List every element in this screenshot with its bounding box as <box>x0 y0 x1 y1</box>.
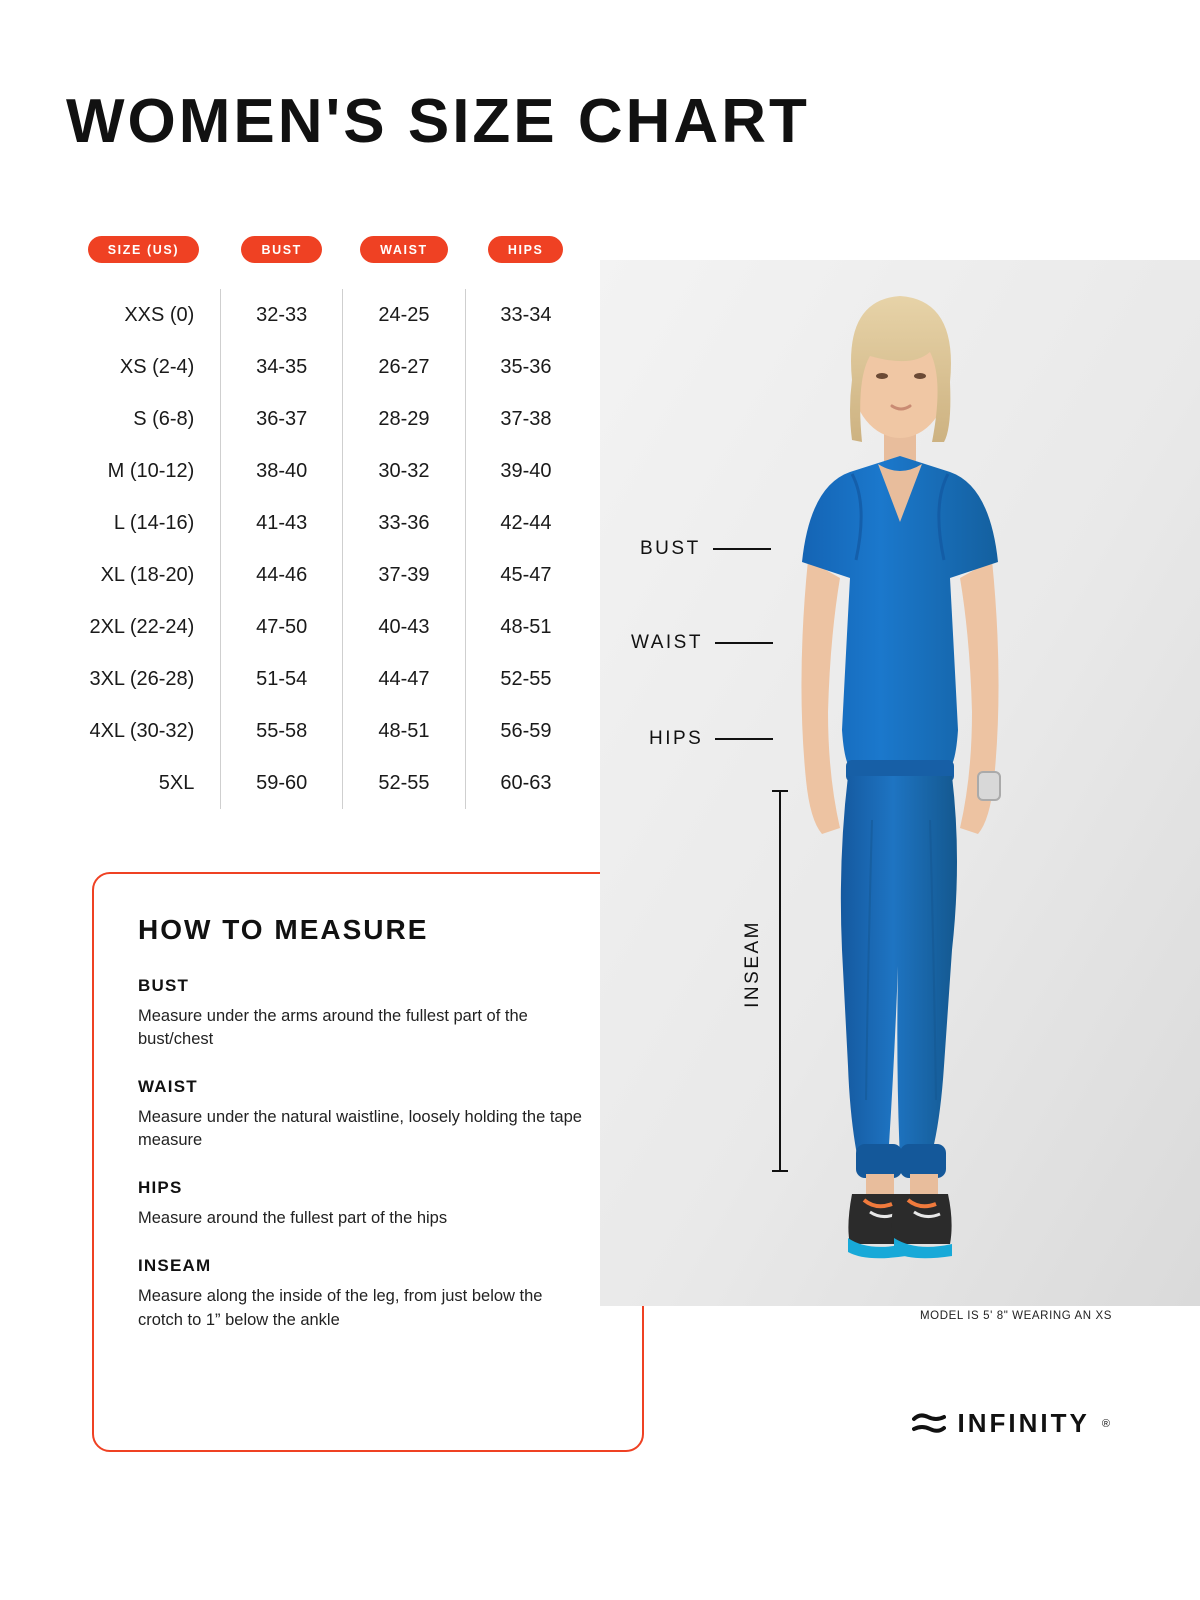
cell-bust: 59-60 <box>221 757 343 809</box>
table-row <box>66 549 586 601</box>
table-row <box>66 289 586 341</box>
table-row <box>66 757 586 809</box>
cell-size: L (14-16) <box>113 511 195 534</box>
cell-waist: 33-36 <box>343 497 466 549</box>
callout-waist <box>631 632 773 654</box>
how-to-measure-heading: HOW TO MEASURE <box>138 914 429 945</box>
cell-waist: 28-29 <box>343 393 466 445</box>
cell-bust: 51-54 <box>221 653 343 705</box>
header-pill-hips: HIPS <box>488 236 564 263</box>
table-header-size <box>66 236 221 289</box>
table-row <box>66 445 586 497</box>
cell-bust: 38-40 <box>221 445 343 497</box>
size-table <box>66 236 586 809</box>
cell-hips: 33-34 <box>465 289 586 341</box>
cell-waist: 37-39 <box>343 549 466 601</box>
table-row <box>66 393 586 445</box>
cell-size: 3XL (26-28) <box>89 667 195 690</box>
callout-waist-leader-line <box>715 642 773 644</box>
measure-term-hips: HIPS <box>138 1178 183 1198</box>
callout-bust-leader-line <box>713 548 771 550</box>
infinity-mark-icon <box>912 1411 946 1437</box>
table-row <box>66 341 586 393</box>
brand-registered-mark: ® <box>1101 1417 1110 1430</box>
model-photo <box>600 260 1200 1306</box>
cell-hips: 42-44 <box>465 497 586 549</box>
cell-size: S (6-8) <box>133 407 195 430</box>
cell-waist: 24-25 <box>343 289 466 341</box>
header-pill-size: SIZE (US) <box>88 236 199 263</box>
measure-term-inseam: INSEAM <box>138 1256 212 1276</box>
table-row <box>66 601 586 653</box>
header-pill-waist: WAIST <box>360 236 448 263</box>
measure-desc-waist: Measure under the natural waistline, loosely holding the tape measure <box>138 1108 582 1150</box>
callout-waist-label: WAIST <box>631 632 703 653</box>
callout-hips <box>649 728 773 750</box>
cell-waist: 40-43 <box>343 601 466 653</box>
cell-bust: 55-58 <box>221 705 343 757</box>
header-pill-bust: BUST <box>241 236 321 263</box>
cell-bust: 41-43 <box>221 497 343 549</box>
model-illustration <box>600 260 1200 1306</box>
cell-bust: 47-50 <box>221 601 343 653</box>
callout-bust <box>640 538 771 560</box>
model-note: MODEL IS 5' 8" WEARING AN XS <box>919 1310 1112 1322</box>
cell-bust: 32-33 <box>221 289 343 341</box>
cell-hips: 35-36 <box>465 341 586 393</box>
callout-bust-label: BUST <box>640 538 701 559</box>
measure-desc-inseam: Measure along the inside of the leg, from just below the crotch to 1” below the ankle <box>138 1287 543 1329</box>
cell-size: XXS (0) <box>124 303 195 326</box>
cell-waist: 26-27 <box>343 341 466 393</box>
cell-hips: 39-40 <box>465 445 586 497</box>
table-row <box>66 705 586 757</box>
table-header-bust <box>221 236 343 289</box>
cell-hips: 45-47 <box>465 549 586 601</box>
page-title: WOMEN'S SIZE CHART <box>66 87 810 156</box>
measure-desc-bust: Measure under the arms around the fullest part of the bust/chest <box>138 1007 528 1049</box>
callout-hips-label: HIPS <box>649 728 704 749</box>
cell-hips: 37-38 <box>465 393 586 445</box>
table-header-waist <box>343 236 466 289</box>
measure-desc-hips: Measure around the fullest part of the hips <box>138 1209 448 1228</box>
table-header-hips <box>465 236 586 289</box>
cell-bust: 34-35 <box>221 341 343 393</box>
table-row <box>66 497 586 549</box>
table-header-row <box>66 236 586 289</box>
cell-waist: 52-55 <box>343 757 466 809</box>
table-row <box>66 653 586 705</box>
cell-size: XL (18-20) <box>100 563 195 586</box>
size-table-container <box>66 236 586 809</box>
cell-size: 2XL (22-24) <box>89 615 195 638</box>
callout-inseam-label: INSEAM <box>742 920 763 1008</box>
brand-name: INFINITY <box>957 1408 1090 1438</box>
cell-hips: 48-51 <box>465 601 586 653</box>
brand-logo <box>912 1408 1110 1439</box>
cell-size: 4XL (30-32) <box>89 719 195 742</box>
cell-size: XS (2-4) <box>119 355 195 378</box>
cell-waist: 30-32 <box>343 445 466 497</box>
cell-hips: 60-63 <box>465 757 586 809</box>
cell-size: 5XL <box>158 771 195 794</box>
measure-term-bust: BUST <box>138 976 190 995</box>
cell-hips: 56-59 <box>465 705 586 757</box>
callout-inseam-measure-line <box>779 790 781 1172</box>
cell-hips: 52-55 <box>465 653 586 705</box>
measure-term-waist: WAIST <box>138 1077 198 1097</box>
cell-size: M (10-12) <box>107 459 195 482</box>
table-body <box>66 289 586 809</box>
cell-waist: 44-47 <box>343 653 466 705</box>
cell-bust: 44-46 <box>221 549 343 601</box>
cell-bust: 36-37 <box>221 393 343 445</box>
how-to-measure-panel <box>92 872 644 1452</box>
cell-waist: 48-51 <box>343 705 466 757</box>
callout-hips-leader-line <box>715 738 773 740</box>
